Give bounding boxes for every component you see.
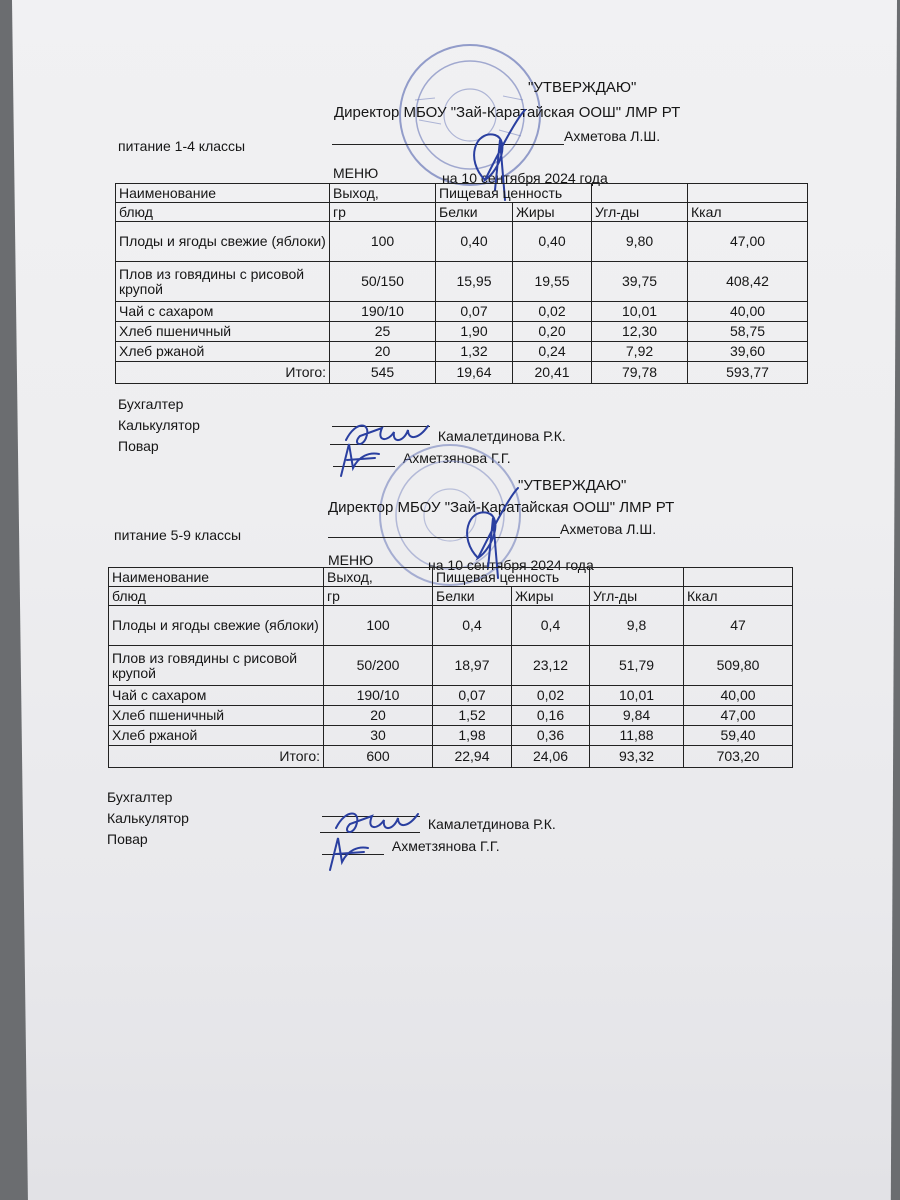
dish-protein: 1,98	[433, 726, 512, 746]
dish-carbs: 9,8	[590, 606, 684, 646]
dish-protein: 15,95	[436, 262, 513, 302]
dish-kcal: 509,80	[684, 646, 793, 686]
dish-fat: 23,12	[512, 646, 590, 686]
total-yield: 600	[324, 746, 433, 768]
table-row	[109, 726, 793, 746]
calculator-name: Камалетдинова Р.К.	[437, 428, 566, 444]
nutrition-header: Пищевая ценность	[436, 184, 592, 203]
group-label: питание 1-4 классы	[118, 138, 246, 154]
dish-carbs: 10,01	[592, 302, 688, 322]
total-label: Итого:	[116, 362, 330, 384]
dish-name: Хлеб ржаной	[109, 726, 324, 746]
director-line: Директор МБОУ "Зай-Каратайская ООШ" ЛМР РТ	[328, 499, 675, 516]
dish-fat: 0,24	[513, 342, 592, 362]
dish-kcal: 39,60	[688, 342, 808, 362]
total-carbs: 79,78	[592, 362, 688, 384]
col-protein-header: Белки	[436, 203, 513, 222]
staff-roles	[107, 787, 189, 850]
dish-yield: 50/200	[324, 646, 433, 686]
dish-yield: 25	[330, 322, 436, 342]
dish-carbs: 12,30	[592, 322, 688, 342]
dish-name: Хлеб ржаной	[116, 342, 330, 362]
dish-kcal: 408,42	[688, 262, 808, 302]
col-protein-header: Белки	[433, 587, 512, 606]
dish-carbs: 11,88	[590, 726, 684, 746]
table-row	[109, 646, 793, 686]
col-kcal-header: Ккал	[684, 587, 793, 606]
dish-kcal: 47,00	[684, 706, 793, 726]
menu-date: на 10 сентября 2024 года	[442, 170, 608, 186]
dish-carbs: 9,80	[592, 222, 688, 262]
dish-kcal: 59,40	[684, 726, 793, 746]
staff-roles	[118, 394, 200, 457]
dish-name: Плоды и ягоды свежие (яблоки)	[109, 606, 324, 646]
dish-carbs: 39,75	[592, 262, 688, 302]
dish-yield: 30	[324, 726, 433, 746]
dish-fat: 0,40	[513, 222, 592, 262]
col-yield-header: Выход,	[324, 568, 433, 587]
dish-protein: 1,32	[436, 342, 513, 362]
calculator-name: Камалетдинова Р.К.	[427, 816, 556, 832]
col-name-subheader: блюд	[116, 203, 330, 222]
menu-label: МЕНЮ	[333, 165, 379, 181]
table-row	[109, 686, 793, 706]
dish-name: Хлеб пшеничный	[109, 706, 324, 726]
col-name-subheader: блюд	[109, 587, 324, 606]
group-label: питание 5-9 классы	[114, 527, 242, 543]
dish-fat: 0,4	[512, 606, 590, 646]
col-yield-header: Выход,	[330, 184, 436, 203]
dish-fat: 0,02	[512, 686, 590, 706]
table-row	[116, 262, 808, 302]
approval-title: "УТВЕРЖДАЮ"	[528, 79, 637, 96]
total-kcal: 703,20	[684, 746, 793, 768]
approval-title: "УТВЕРЖДАЮ"	[518, 477, 627, 494]
dish-name: Хлеб пшеничный	[116, 322, 330, 342]
menu-date: на 10 сентября 2024 года	[428, 557, 594, 573]
dish-protein: 18,97	[433, 646, 512, 686]
dish-kcal: 47	[684, 606, 793, 646]
total-fat: 20,41	[513, 362, 592, 384]
dish-carbs: 51,79	[590, 646, 684, 686]
calculator-label: Калькулятор	[118, 417, 200, 433]
dish-name: Плоды и ягоды свежие (яблоки)	[116, 222, 330, 262]
calculator-label: Калькулятор	[107, 810, 189, 826]
menu-table	[108, 567, 793, 768]
col-yield-unit: гр	[330, 203, 436, 222]
dish-yield: 100	[324, 606, 433, 646]
total-row	[109, 746, 793, 768]
dish-protein: 0,07	[436, 302, 513, 322]
col-carbs-header: Угл-ды	[590, 587, 684, 606]
dish-name: Чай с сахаром	[116, 302, 330, 322]
dish-kcal: 47,00	[688, 222, 808, 262]
col-fat-header: Жиры	[512, 587, 590, 606]
dish-protein: 1,90	[436, 322, 513, 342]
dish-carbs: 10,01	[590, 686, 684, 706]
menu-label: МЕНЮ	[328, 552, 374, 568]
dish-protein: 0,4	[433, 606, 512, 646]
dish-kcal: 40,00	[688, 302, 808, 322]
dish-name: Плов из говядины с рисовой крупой	[116, 262, 330, 302]
cook-label: Повар	[107, 831, 148, 847]
dish-carbs: 9,84	[590, 706, 684, 726]
accountant-label: Бухгалтер	[107, 789, 173, 805]
menu-table	[115, 183, 808, 384]
total-carbs: 93,32	[590, 746, 684, 768]
dish-fat: 0,02	[513, 302, 592, 322]
dish-name: Плов из говядины с рисовой крупой	[109, 646, 324, 686]
dish-kcal: 40,00	[684, 686, 793, 706]
table-row	[109, 706, 793, 726]
col-name-header: Наименование	[109, 568, 324, 587]
table-row	[116, 302, 808, 322]
total-fat: 24,06	[512, 746, 590, 768]
dish-fat: 19,55	[513, 262, 592, 302]
cook-signature	[324, 832, 384, 872]
dish-fat: 0,36	[512, 726, 590, 746]
director-name: Ахметова Л.Ш.	[560, 521, 657, 537]
total-protein: 19,64	[436, 362, 513, 384]
dish-kcal: 58,75	[688, 322, 808, 342]
total-protein: 22,94	[433, 746, 512, 768]
dish-yield: 20	[324, 706, 433, 726]
table-row	[116, 342, 808, 362]
accountant-label: Бухгалтер	[118, 396, 184, 412]
total-label: Итого:	[109, 746, 324, 768]
dish-protein: 0,40	[436, 222, 513, 262]
total-kcal: 593,77	[688, 362, 808, 384]
director-line: Директор МБОУ "Зай-Каратайская ООШ" ЛМР РТ	[334, 104, 681, 121]
dish-fat: 0,20	[513, 322, 592, 342]
col-kcal-header: Ккал	[688, 203, 808, 222]
nutrition-header: Пищевая ценность	[433, 568, 590, 587]
cook-label: Повар	[118, 438, 159, 454]
total-yield: 545	[330, 362, 436, 384]
director-name: Ахметова Л.Ш.	[564, 128, 661, 144]
cook-name: Ахметзянова Г.Г.	[402, 450, 511, 466]
table-row	[116, 222, 808, 262]
dish-yield: 20	[330, 342, 436, 362]
dish-yield: 190/10	[330, 302, 436, 322]
dish-fat: 0,16	[512, 706, 590, 726]
dish-protein: 1,52	[433, 706, 512, 726]
dish-name: Чай с сахаром	[109, 686, 324, 706]
col-yield-unit: гр	[324, 587, 433, 606]
table-row	[116, 322, 808, 342]
col-name-header: Наименование	[116, 184, 330, 203]
table-row	[109, 606, 793, 646]
col-carbs-header: Угл-ды	[592, 203, 688, 222]
dish-carbs: 7,92	[592, 342, 688, 362]
dish-yield: 50/150	[330, 262, 436, 302]
dish-yield: 190/10	[324, 686, 433, 706]
dish-yield: 100	[330, 222, 436, 262]
cook-name: Ахметзянова Г.Г.	[391, 838, 500, 854]
dish-protein: 0,07	[433, 686, 512, 706]
total-row	[116, 362, 808, 384]
col-fat-header: Жиры	[513, 203, 592, 222]
